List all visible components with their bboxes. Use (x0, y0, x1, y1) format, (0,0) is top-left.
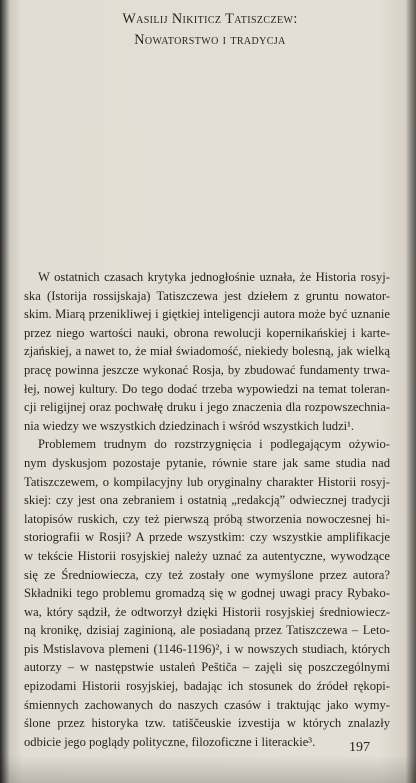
text-line: w tekście Historii rosyjskiej należy uznać za autentyczne, wywodzące (24, 548, 390, 563)
text-line: pracę powinna jeszcze wykonać Rosja, by zbudować fundamenty trwa- (24, 362, 390, 377)
text-line: łej, nowej kultury. Do tego dodać trzeba wypowiedzi na temat toleran- (24, 381, 390, 396)
page-bottom-shadow (0, 755, 416, 783)
page-edge-shadow (406, 0, 416, 783)
text-line: się ze Średniowiecza, czy też zostały one wymyślone przez autora? (24, 567, 390, 582)
text-line: Składniki tego problemu gromadzą się w godnej uwagi pracy Rybako- (24, 586, 390, 601)
text-line: zjańskiej, a nawet to, że miał świadomość, niekiedy bolesną, jak wielką (24, 344, 390, 359)
text-line: W ostatnich czasach krytyka jednogłośnie uznała, że Historia rosyj- (38, 270, 390, 284)
text-line: wa, który sądził, że odtworzył dzięki Historii rosyjskiej średniowiecz- (24, 604, 390, 619)
text-line: skiej: czy jest ona zebraniem i ostatnią „redakcją” odwiecznej tradycji (24, 493, 390, 508)
text-line: przez niego wartości nauki, obrona rewolucji kopernikańskiej i karte- (24, 325, 390, 340)
text-line: ną kronikę, dzisiaj zaginioną, ale posiadaną przez Tatiszczewa – Leto- (24, 623, 390, 638)
text-line: nym dyskusjom pozostaje pytanie, równie stare jak same studia nad (24, 455, 390, 470)
text-line: Problemem trudnym do rozstrzygnięcia i podlegającym ożywio- (38, 437, 390, 452)
text-line: epizodami Historii rosyjskiej, badając ich stosunek do źródeł rękopi- (24, 679, 390, 694)
text-line: latopisów ruskich, czy też pierwszą próbą stworzenia nowoczesnej hi- (24, 511, 390, 526)
page-number: 197 (349, 740, 370, 755)
text-line: cji religijnej oraz pochwałę druku i jego znaczenia dla rozpowszechnia- (24, 400, 390, 415)
paragraph-1 (24, 268, 390, 435)
text-line: pis Mstislavova plemeni (1146-1196)², i w nowszych studiach, których (24, 641, 390, 656)
text-line: Tatiszczewem, o kompilacyjny lub oryginalny charakter Historii rosyj- (24, 474, 390, 489)
text-line: skim. Miarą przenikliwej i giętkiej inteligencji autora może być uznanie (24, 307, 390, 322)
chapter-title: Wasilij Nikiticz Tatiszczew: (122, 11, 298, 27)
text-line: ska (Istorija rossijskaja) Tatiszczewa jest dziełem z gruntu nowator- (24, 288, 390, 303)
text-line: nia wiedzy we wszystkich dziedzinach i wśród wszystkich ludzi¹. (24, 418, 355, 433)
paragraph-2 (24, 435, 390, 751)
text-line: storiografii w Rosji? A przede wszystkim: czy wszystkie amplifikacje (24, 530, 390, 545)
text-line: odbicie jego poglądy polityczne, filozoficzne i literackie³. (24, 734, 316, 749)
text-line: śmiennych zachowanych do naszych czasów i traktując jako wymy- (24, 697, 390, 712)
text-line: autorzy – w następstwie ustaleń Peštiča – zajęli się poszczególnymi (24, 660, 390, 675)
text-line: ślone przez historyka tzw. tatiščeuskie izvestija w których znalazły (24, 716, 390, 731)
body-text (24, 268, 390, 751)
chapter-subtitle: Nowatorstwo i tradycja (134, 32, 286, 48)
